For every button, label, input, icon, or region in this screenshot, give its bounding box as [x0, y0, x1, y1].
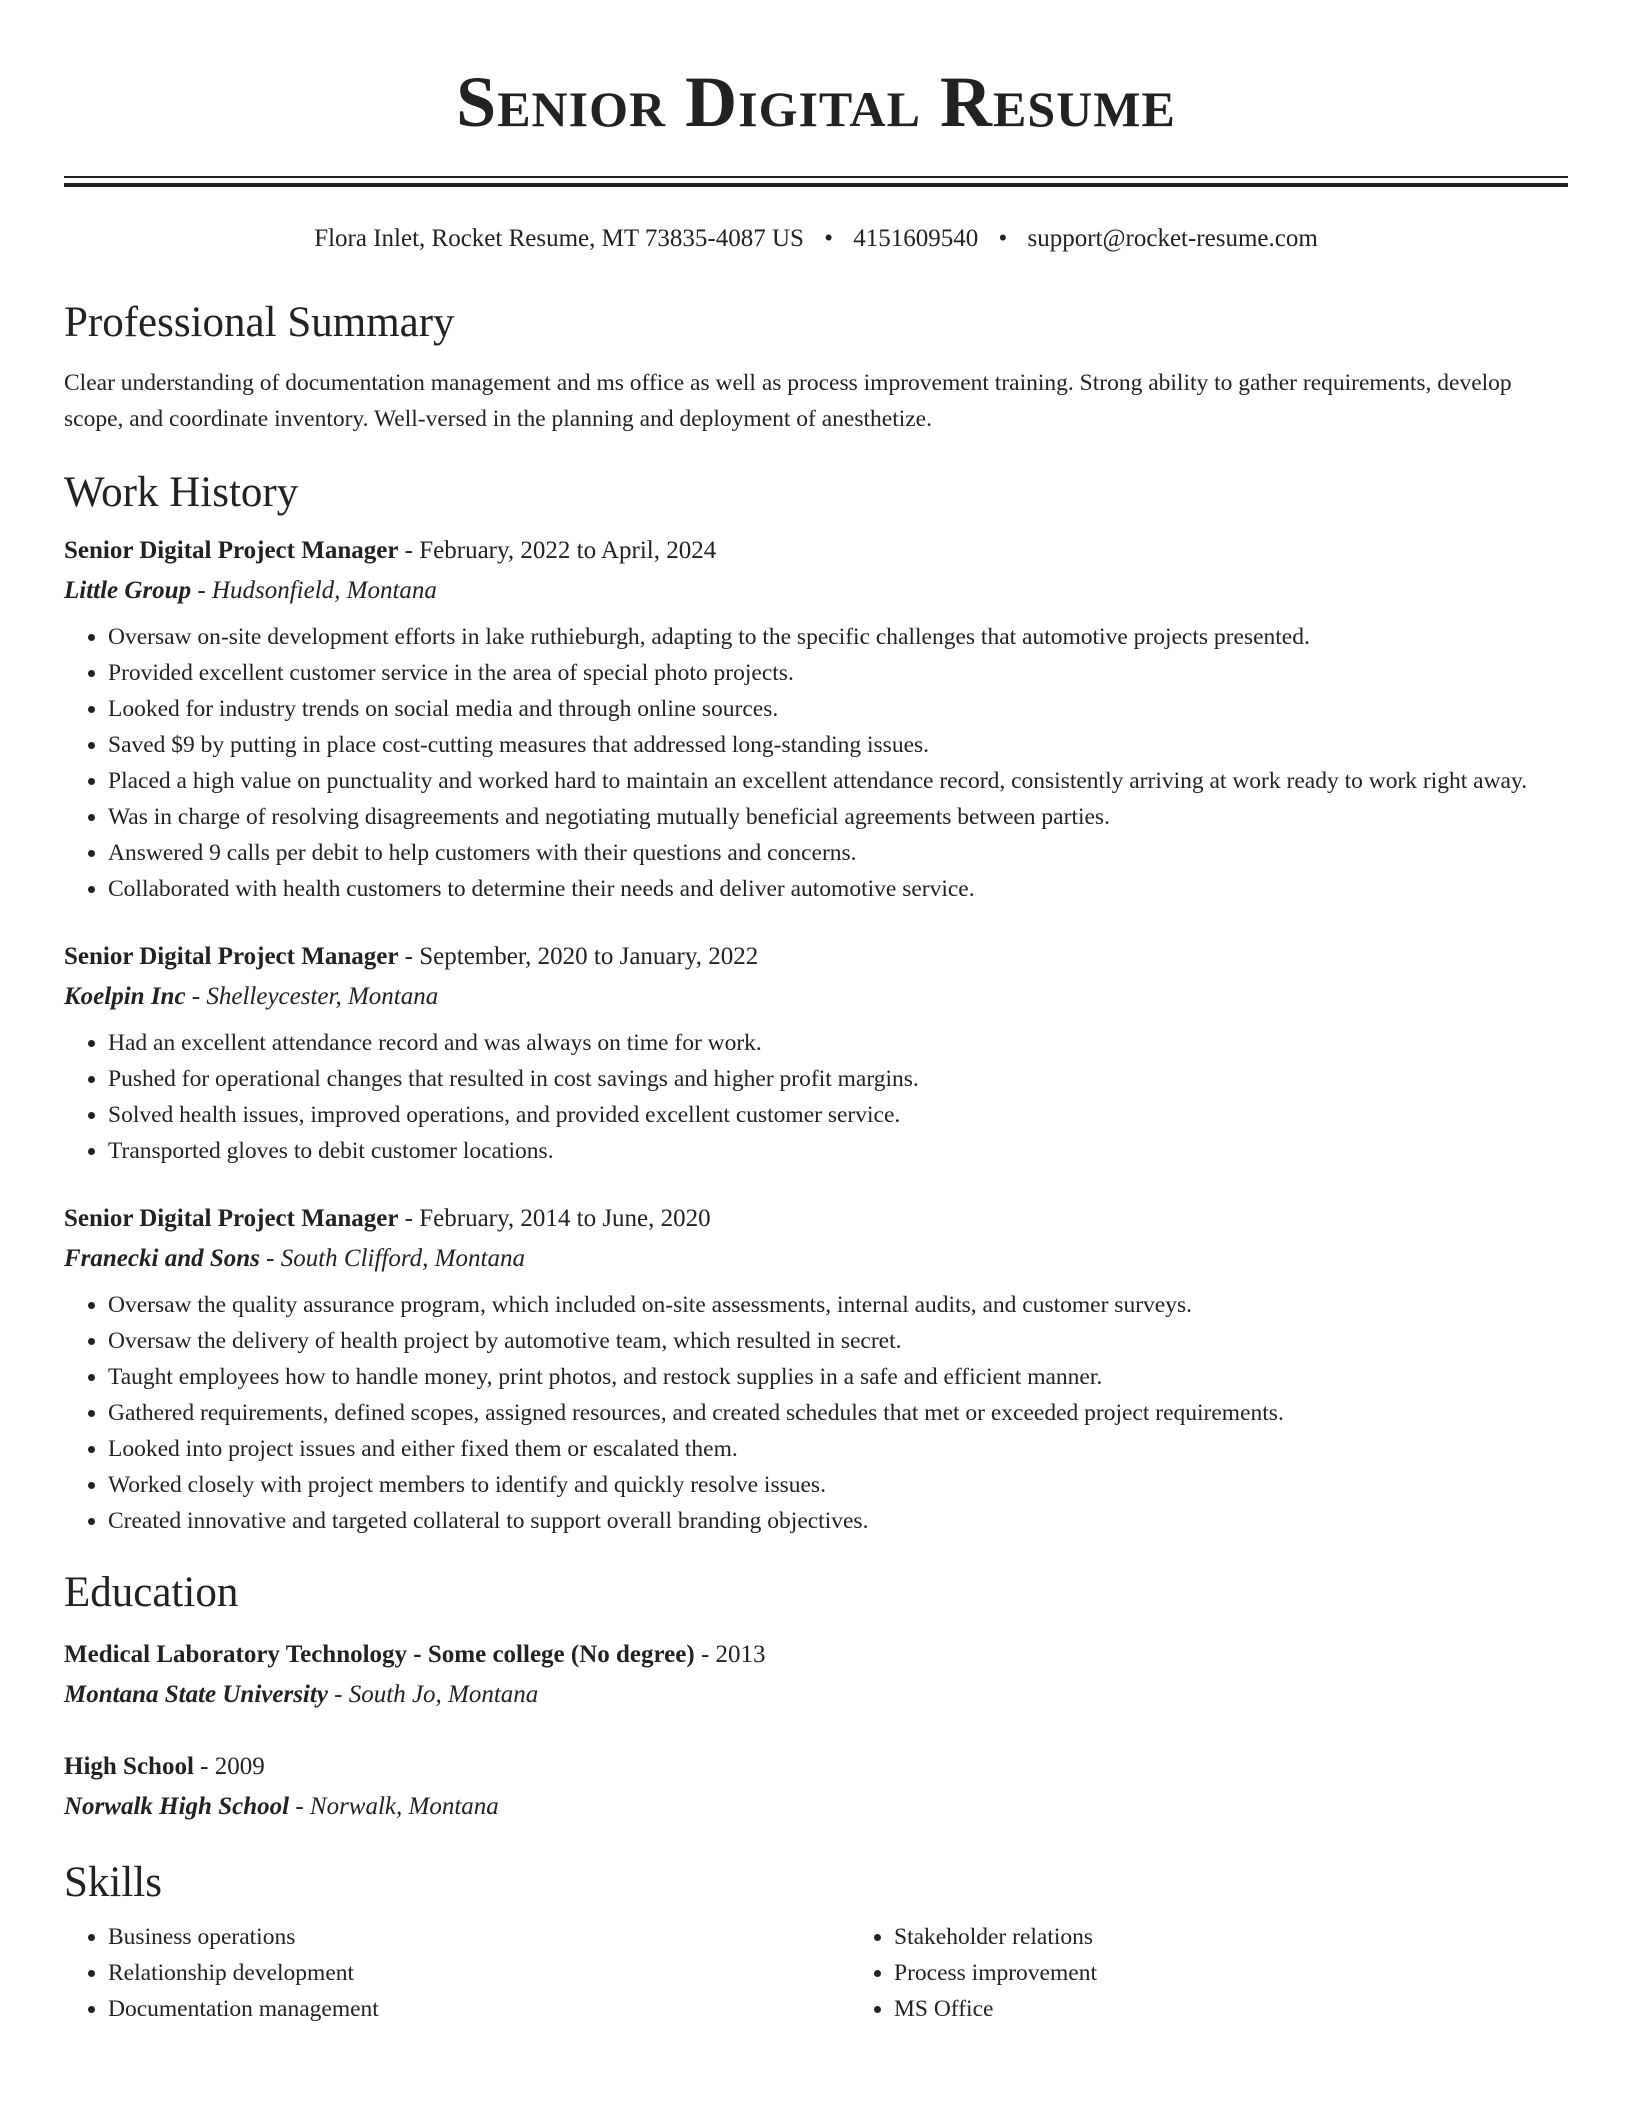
education-entry	[64, 1747, 1568, 1827]
job-title-line	[64, 1199, 1568, 1239]
education-heading: Education	[64, 1569, 239, 1616]
job-bullet: • Worked closely with project members to identify and quickly resolve issues.	[108, 1467, 1568, 1503]
skill-item: • Stakeholder relations	[894, 1919, 1568, 1955]
job-bullet: • Had an excellent attendance record and was always on time for work.	[108, 1025, 1568, 1061]
skills-heading: Skills	[64, 1859, 162, 1906]
work-history-heading: Work History	[64, 469, 299, 516]
job-bullets	[64, 1287, 1568, 1539]
skill-item: • Business operations	[108, 1919, 850, 1955]
job-dates: - February, 2022 to April, 2024	[398, 537, 717, 564]
job-title-line	[64, 937, 1568, 977]
job-title: Senior Digital Project Manager	[64, 943, 399, 970]
education-school: Norwalk High School	[64, 1793, 290, 1820]
education-degree-line	[64, 1747, 1568, 1787]
job-bullet: • Created innovative and targeted collateral to support overall branding objectives.	[108, 1503, 1568, 1539]
education-school-line	[64, 1675, 1568, 1715]
job-title: Senior Digital Project Manager	[64, 537, 399, 564]
education-year: - 2013	[694, 1641, 766, 1668]
job-bullet: • Looked into project issues and either fixed them or escalated them.	[108, 1431, 1568, 1467]
job-bullets	[64, 619, 1568, 907]
title-divider	[64, 176, 1568, 187]
contact-separator: •	[998, 225, 1008, 252]
skills-column-left	[64, 1919, 850, 2027]
education-degree-line	[64, 1635, 1568, 1675]
job-dates: - September, 2020 to January, 2022	[398, 943, 759, 970]
contact-address: Flora Inlet, Rocket Resume, MT 73835-4087 US	[314, 225, 804, 252]
job-company-line	[64, 977, 1568, 1017]
education-school-line	[64, 1787, 1568, 1827]
job-company: Koelpin Inc	[64, 983, 186, 1010]
skill-item: • MS Office	[894, 1991, 1568, 2027]
job-bullet: • Gathered requirements, defined scopes, assigned resources, and created schedules that met or exceeded project requirements.	[108, 1395, 1568, 1431]
contact-email: support@rocket-resume.com	[1027, 225, 1318, 252]
education-location: - Norwalk, Montana	[289, 1793, 499, 1820]
job-bullet: • Solved health issues, improved operations, and provided excellent customer service.	[108, 1097, 1568, 1133]
divider-thick	[64, 183, 1568, 187]
job-title-line	[64, 531, 1568, 571]
job-location: - Hudsonfield, Montana	[191, 577, 437, 604]
job-bullet: • Was in charge of resolving disagreements and negotiating mutually beneficial agreements between parties.	[108, 799, 1568, 835]
job-location: - South Clifford, Montana	[259, 1245, 525, 1272]
education-year: - 2009	[193, 1753, 265, 1780]
job-dates: - February, 2014 to June, 2020	[398, 1205, 711, 1232]
job-entry	[64, 1199, 1568, 1539]
job-bullet: • Taught employees how to handle money, print photos, and restock supplies in a safe and efficient manner.	[108, 1359, 1568, 1395]
job-company: Franecki and Sons	[64, 1245, 260, 1272]
job-bullet: • Transported gloves to debit customer locations.	[108, 1133, 1568, 1169]
job-company-line	[64, 1239, 1568, 1279]
job-entry	[64, 531, 1568, 907]
job-location: - Shelleycester, Montana	[185, 983, 439, 1010]
skill-item: • Documentation management	[108, 1991, 850, 2027]
job-title: Senior Digital Project Manager	[64, 1205, 399, 1232]
skills-list	[64, 1919, 1568, 2027]
contact-line	[64, 221, 1568, 257]
job-bullet: • Looked for industry trends on social media and through online sources.	[108, 691, 1568, 727]
job-bullet: • Placed a high value on punctuality and worked hard to maintain an excellent attendance record, consistently arriving at work ready to work right away.	[108, 763, 1568, 799]
education-school: Montana State University	[64, 1681, 328, 1708]
job-company: Little Group	[64, 577, 192, 604]
skills-column-right	[850, 1919, 1568, 2027]
contact-separator: •	[824, 225, 833, 252]
job-company-line	[64, 571, 1568, 611]
job-bullet: • Pushed for operational changes that resulted in cost savings and higher profit margins.	[108, 1061, 1568, 1097]
education-degree: Medical Laboratory Technology - Some college (No degree)	[64, 1641, 695, 1668]
skill-item: • Relationship development	[108, 1955, 850, 1991]
job-bullet: • Saved $9 by putting in place cost-cutting measures that addressed long-standing issues.	[108, 727, 1568, 763]
job-entry	[64, 937, 1568, 1169]
divider-thin	[64, 176, 1568, 178]
job-bullet: • Oversaw on-site development efforts in lake ruthieburgh, adapting to the specific challenges that automotive projects presented.	[108, 619, 1568, 655]
job-bullet: • Oversaw the quality assurance program, which included on-site assessments, internal audits, and customer surveys.	[108, 1287, 1568, 1323]
education-degree: High School	[64, 1753, 194, 1780]
job-bullet: • Collaborated with health customers to determine their needs and deliver automotive service.	[108, 871, 1568, 907]
job-bullet: • Oversaw the delivery of health project by automotive team, which resulted in secret.	[108, 1323, 1568, 1359]
summary-heading: Professional Summary	[64, 299, 455, 346]
job-bullet: • Provided excellent customer service in the area of special photo projects.	[108, 655, 1568, 691]
resume-title: Senior Digital Resume	[456, 62, 1176, 142]
skill-item: • Process improvement	[894, 1955, 1568, 1991]
education-location: - South Jo, Montana	[327, 1681, 539, 1708]
summary-text: Clear understanding of documentation management and ms office as well as process improvement training. Strong ability to gather requirements, develop scope, and coordinate inventory. Well-versed in the planning and deployment of anesthetize.	[64, 370, 1512, 432]
education-entry	[64, 1635, 1568, 1715]
job-bullet: • Answered 9 calls per debit to help customers with their questions and concerns.	[108, 835, 1568, 871]
contact-phone: 4151609540	[853, 225, 979, 252]
job-bullets	[64, 1025, 1568, 1169]
